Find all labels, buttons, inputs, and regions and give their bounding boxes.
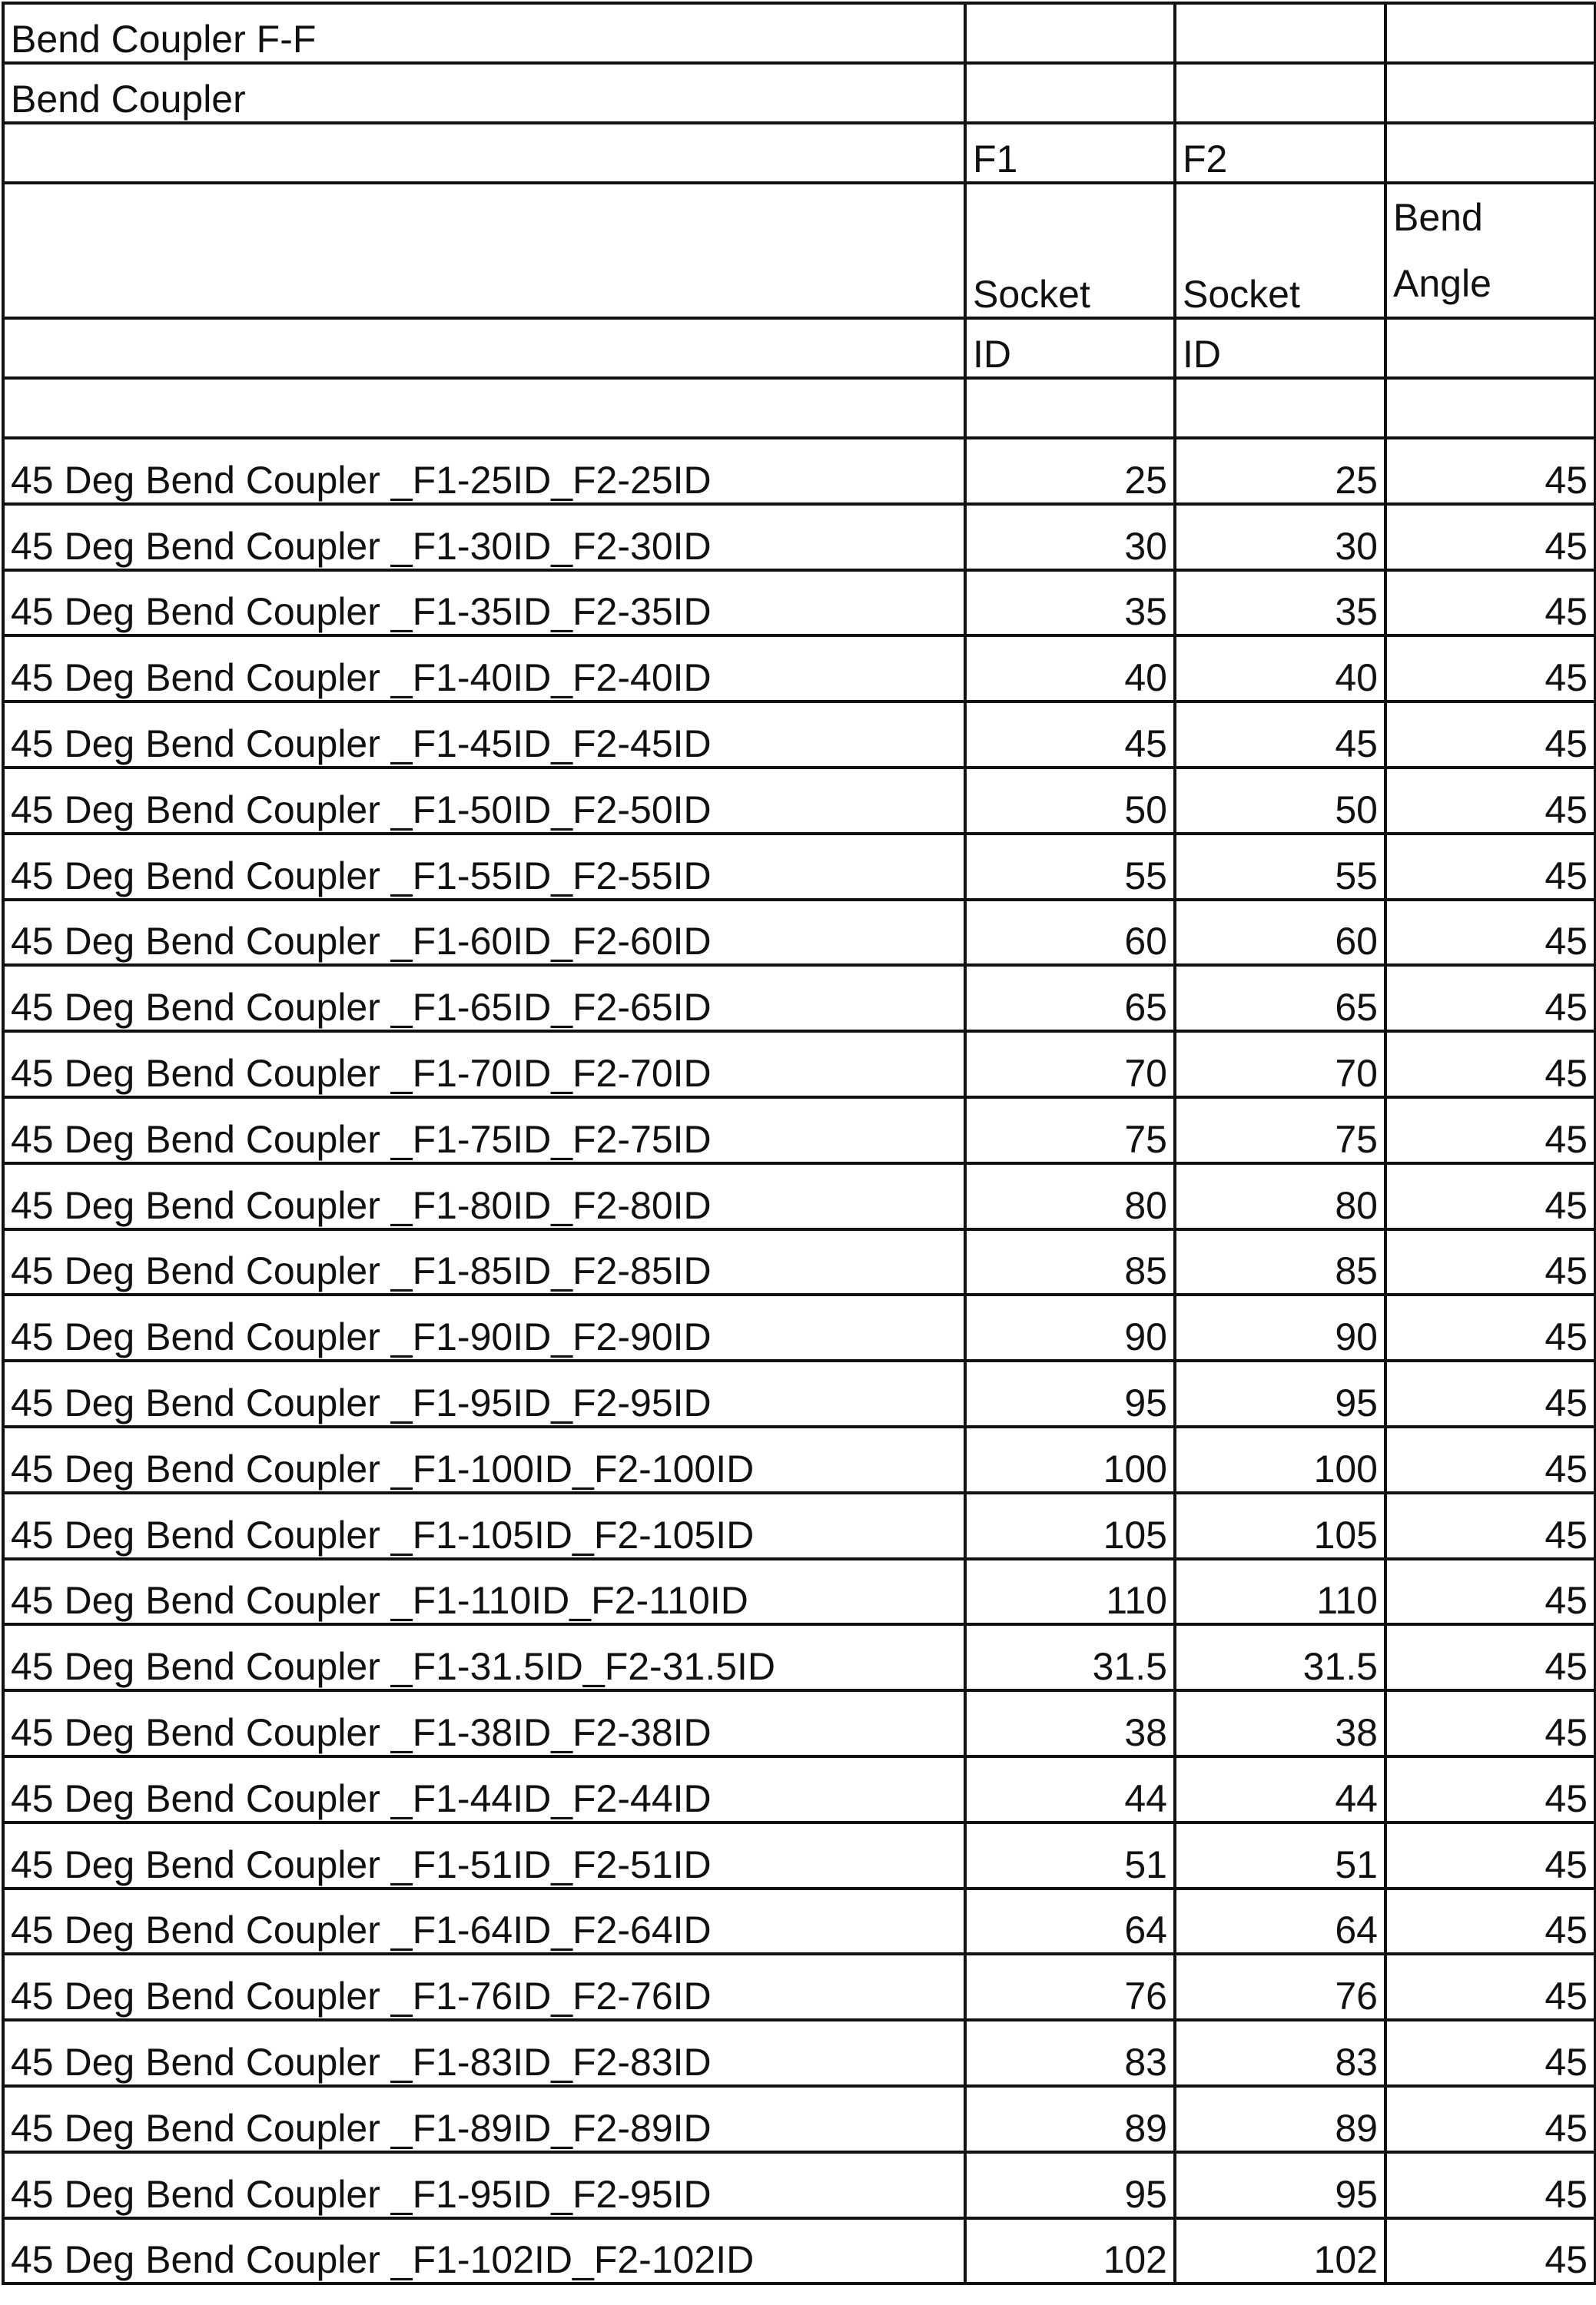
table-row <box>3 1624 1595 1690</box>
table-row <box>3 1427 1595 1493</box>
table-row <box>3 1361 1595 1427</box>
header-f2-id[interactable]: ID <box>1175 318 1385 378</box>
f2-socket-id-cell[interactable]: 70 <box>1175 1031 1385 1097</box>
f2-socket-id-cell[interactable]: 64 <box>1175 1889 1385 1955</box>
part-name-cell[interactable]: 45 Deg Bend Coupler _F1-100ID_F2-100ID <box>3 1427 965 1493</box>
part-name-cell[interactable]: 45 Deg Bend Coupler _F1-83ID_F2-83ID <box>3 2020 965 2086</box>
f1-socket-id-cell[interactable]: 110 <box>965 1559 1175 1625</box>
part-name-cell[interactable]: 45 Deg Bend Coupler _F1-89ID_F2-89ID <box>3 2086 965 2152</box>
f2-socket-id-cell[interactable]: 50 <box>1175 768 1385 834</box>
table-row <box>3 1690 1595 1756</box>
f1-socket-id-cell[interactable]: 64 <box>965 1889 1175 1955</box>
f2-socket-id-cell[interactable]: 80 <box>1175 1163 1385 1229</box>
part-name-cell[interactable]: 45 Deg Bend Coupler _F1-95ID_F2-95ID <box>3 2152 965 2218</box>
f1-socket-id-cell[interactable]: 35 <box>965 570 1175 636</box>
part-name-cell[interactable]: 45 Deg Bend Coupler _F1-110ID_F2-110ID <box>3 1559 965 1625</box>
part-name-cell[interactable]: 45 Deg Bend Coupler _F1-95ID_F2-95ID <box>3 1361 965 1427</box>
bend-angle-cell[interactable]: 45 <box>1385 1163 1595 1229</box>
bend-angle-cell[interactable]: 45 <box>1385 834 1595 900</box>
f1-socket-id-cell[interactable]: 40 <box>965 635 1175 701</box>
f2-socket-id-cell[interactable]: 110 <box>1175 1559 1385 1625</box>
bend-angle-cell[interactable]: 45 <box>1385 2086 1595 2152</box>
empty-cell[interactable] <box>3 123 965 183</box>
f1-socket-id-cell[interactable]: 45 <box>965 701 1175 768</box>
bend-angle-cell[interactable]: 45 <box>1385 1031 1595 1097</box>
bend-angle-cell[interactable]: 45 <box>1385 2020 1595 2086</box>
f1-socket-id-cell[interactable]: 50 <box>965 768 1175 834</box>
empty-cell[interactable] <box>965 3 1175 63</box>
f1-socket-id-cell[interactable]: 90 <box>965 1295 1175 1361</box>
f1-socket-id-cell[interactable]: 102 <box>965 2218 1175 2284</box>
f1-socket-id-cell[interactable]: 60 <box>965 900 1175 966</box>
bend-angle-cell[interactable]: 45 <box>1385 438 1595 504</box>
f2-socket-id-cell[interactable]: 75 <box>1175 1097 1385 1163</box>
table-row <box>3 1295 1595 1361</box>
f1-socket-id-cell[interactable]: 80 <box>965 1163 1175 1229</box>
empty-cell[interactable] <box>1385 378 1595 438</box>
bend-angle-cell[interactable]: 45 <box>1385 1361 1595 1427</box>
empty-cell[interactable] <box>1385 63 1595 123</box>
part-name-cell[interactable]: 45 Deg Bend Coupler _F1-45ID_F2-45ID <box>3 701 965 768</box>
f2-socket-id-cell[interactable]: 105 <box>1175 1493 1385 1559</box>
table-row <box>3 834 1595 900</box>
part-name-cell[interactable]: 45 Deg Bend Coupler _F1-105ID_F2-105ID <box>3 1493 965 1559</box>
part-name-cell[interactable]: 45 Deg Bend Coupler _F1-35ID_F2-35ID <box>3 570 965 636</box>
part-name-cell[interactable]: 45 Deg Bend Coupler _F1-31.5ID_F2-31.5ID <box>3 1624 965 1690</box>
f2-socket-id-cell[interactable]: 30 <box>1175 504 1385 570</box>
bend-angle-cell[interactable]: 45 <box>1385 1427 1595 1493</box>
header-row-socket <box>3 183 1595 318</box>
f1-socket-id-cell[interactable]: 44 <box>965 1756 1175 1822</box>
header-f2[interactable]: F2 <box>1175 123 1385 183</box>
bend-angle-cell[interactable]: 45 <box>1385 635 1595 701</box>
f1-socket-id-cell[interactable]: 31.5 <box>965 1624 1175 1690</box>
f2-socket-id-cell[interactable]: 35 <box>1175 570 1385 636</box>
part-name-cell[interactable]: 45 Deg Bend Coupler _F1-75ID_F2-75ID <box>3 1097 965 1163</box>
bend-angle-cell[interactable]: 45 <box>1385 965 1595 1031</box>
f1-socket-id-cell[interactable]: 105 <box>965 1493 1175 1559</box>
title-cell[interactable]: Bend Coupler F-F <box>3 3 965 63</box>
f2-socket-id-cell[interactable]: 65 <box>1175 965 1385 1031</box>
empty-cell[interactable] <box>1385 318 1595 378</box>
part-name-cell[interactable]: 45 Deg Bend Coupler _F1-38ID_F2-38ID <box>3 1690 965 1756</box>
bend-angle-cell[interactable]: 45 <box>1385 900 1595 966</box>
bend-angle-label: Bend Angle <box>1393 196 1491 305</box>
f1-socket-id-cell[interactable]: 75 <box>965 1097 1175 1163</box>
f1-socket-id-cell[interactable]: 55 <box>965 834 1175 900</box>
f1-socket-id-cell[interactable]: 89 <box>965 2086 1175 2152</box>
table-row <box>3 2218 1595 2284</box>
bend-angle-cell[interactable]: 45 <box>1385 504 1595 570</box>
table-row <box>3 570 1595 636</box>
f1-socket-id-cell[interactable]: 70 <box>965 1031 1175 1097</box>
f2-socket-id-cell[interactable]: 51 <box>1175 1822 1385 1889</box>
part-name-cell[interactable]: 45 Deg Bend Coupler _F1-30ID_F2-30ID <box>3 504 965 570</box>
f1-socket-id-cell[interactable]: 95 <box>965 2152 1175 2218</box>
bend-angle-cell[interactable]: 45 <box>1385 1690 1595 1756</box>
f2-socket-id-cell[interactable]: 55 <box>1175 834 1385 900</box>
empty-cell[interactable] <box>1385 3 1595 63</box>
empty-cell[interactable] <box>1175 3 1385 63</box>
table-row <box>3 2020 1595 2086</box>
table-row <box>3 1756 1595 1822</box>
header-row-id <box>3 318 1595 378</box>
f2-socket-id-cell[interactable]: 60 <box>1175 900 1385 966</box>
part-name-cell[interactable]: 45 Deg Bend Coupler _F1-65ID_F2-65ID <box>3 965 965 1031</box>
bend-angle-cell[interactable]: 45 <box>1385 570 1595 636</box>
table-row <box>3 900 1595 966</box>
part-name-cell[interactable]: 45 Deg Bend Coupler _F1-90ID_F2-90ID <box>3 1295 965 1361</box>
part-name-cell[interactable]: 45 Deg Bend Coupler _F1-60ID_F2-60ID <box>3 900 965 966</box>
subtitle-cell[interactable]: Bend Coupler <box>3 63 965 123</box>
f2-socket-id-cell[interactable]: 85 <box>1175 1229 1385 1295</box>
f1-socket-id-cell[interactable]: 51 <box>965 1822 1175 1889</box>
f2-socket-id-cell[interactable]: 38 <box>1175 1690 1385 1756</box>
header-f2-socket[interactable]: Socket <box>1175 183 1385 318</box>
f2-socket-id-cell[interactable]: 90 <box>1175 1295 1385 1361</box>
bend-angle-cell[interactable]: 45 <box>1385 1229 1595 1295</box>
f2-socket-id-cell[interactable]: 44 <box>1175 1756 1385 1822</box>
f1-socket-id-cell[interactable]: 83 <box>965 2020 1175 2086</box>
bend-angle-cell[interactable]: 45 <box>1385 1097 1595 1163</box>
bend-angle-cell[interactable]: 45 <box>1385 1295 1595 1361</box>
bend-angle-cell[interactable]: 45 <box>1385 1624 1595 1690</box>
table-row <box>3 2152 1595 2218</box>
table-row <box>3 2086 1595 2152</box>
empty-cell[interactable] <box>965 63 1175 123</box>
empty-cell[interactable] <box>1385 123 1595 183</box>
empty-cell[interactable] <box>3 183 965 318</box>
subtitle-row <box>3 63 1595 123</box>
part-name-cell[interactable]: 45 Deg Bend Coupler _F1-40ID_F2-40ID <box>3 635 965 701</box>
table-row <box>3 1954 1595 2020</box>
bend-angle-cell[interactable]: 45 <box>1385 768 1595 834</box>
part-name-cell[interactable]: 45 Deg Bend Coupler _F1-55ID_F2-55ID <box>3 834 965 900</box>
bend-angle-cell[interactable]: 45 <box>1385 1954 1595 2020</box>
bend-angle-cell[interactable]: 45 <box>1385 2152 1595 2218</box>
part-name-cell[interactable]: 45 Deg Bend Coupler _F1-85ID_F2-85ID <box>3 1229 965 1295</box>
bend-angle-cell[interactable]: 45 <box>1385 1889 1595 1955</box>
f2-socket-id-cell[interactable]: 89 <box>1175 2086 1385 2152</box>
bend-angle-cell[interactable]: 45 <box>1385 1493 1595 1559</box>
f2-socket-id-cell[interactable]: 95 <box>1175 2152 1385 2218</box>
f1-socket-id-cell[interactable]: 85 <box>965 1229 1175 1295</box>
f2-socket-id-cell[interactable]: 40 <box>1175 635 1385 701</box>
f2-socket-id-cell[interactable]: 45 <box>1175 701 1385 768</box>
table-row <box>3 701 1595 768</box>
bend-angle-cell[interactable]: 45 <box>1385 1559 1595 1625</box>
part-name-cell[interactable]: 45 Deg Bend Coupler _F1-25ID_F2-25ID <box>3 438 965 504</box>
header-f1-id[interactable]: ID <box>965 318 1175 378</box>
part-name-cell[interactable]: 45 Deg Bend Coupler _F1-76ID_F2-76ID <box>3 1954 965 2020</box>
table-row <box>3 965 1595 1031</box>
part-name-cell[interactable]: 45 Deg Bend Coupler _F1-70ID_F2-70ID <box>3 1031 965 1097</box>
empty-cell[interactable] <box>3 378 965 438</box>
bend-angle-cell[interactable]: 45 <box>1385 1822 1595 1889</box>
f1-socket-id-cell[interactable]: 76 <box>965 1954 1175 2020</box>
table-row <box>3 504 1595 570</box>
table-row <box>3 1559 1595 1625</box>
table-row <box>3 1229 1595 1295</box>
table-row <box>3 1097 1595 1163</box>
f2-socket-id-cell[interactable]: 100 <box>1175 1427 1385 1493</box>
f1-socket-id-cell[interactable]: 30 <box>965 504 1175 570</box>
bend-angle-cell[interactable]: 45 <box>1385 1756 1595 1822</box>
table-row <box>3 768 1595 834</box>
table-row <box>3 1493 1595 1559</box>
f2-socket-id-cell[interactable]: 31.5 <box>1175 1624 1385 1690</box>
header-f1[interactable]: F1 <box>965 123 1175 183</box>
part-name-cell[interactable]: 45 Deg Bend Coupler _F1-50ID_F2-50ID <box>3 768 965 834</box>
part-name-cell[interactable]: 45 Deg Bend Coupler _F1-51ID_F2-51ID <box>3 1822 965 1889</box>
empty-cell[interactable] <box>1175 63 1385 123</box>
f2-socket-id-cell[interactable]: 95 <box>1175 1361 1385 1427</box>
f1-socket-id-cell[interactable]: 38 <box>965 1690 1175 1756</box>
empty-cell[interactable] <box>965 378 1175 438</box>
header-bend-angle[interactable] <box>1385 183 1595 318</box>
empty-cell[interactable] <box>1175 378 1385 438</box>
f1-socket-id-cell[interactable]: 25 <box>965 438 1175 504</box>
table-row <box>3 438 1595 504</box>
bend-angle-cell[interactable]: 45 <box>1385 701 1595 768</box>
part-name-cell[interactable]: 45 Deg Bend Coupler _F1-102ID_F2-102ID <box>3 2218 965 2284</box>
title-row <box>3 3 1595 63</box>
f2-socket-id-cell[interactable]: 25 <box>1175 438 1385 504</box>
f1-socket-id-cell[interactable]: 65 <box>965 965 1175 1031</box>
table-row <box>3 1163 1595 1229</box>
blank-row <box>3 378 1595 438</box>
empty-cell[interactable] <box>3 318 965 378</box>
f2-socket-id-cell[interactable]: 102 <box>1175 2218 1385 2284</box>
header-row-f <box>3 123 1595 183</box>
header-f1-socket[interactable]: Socket <box>965 183 1175 318</box>
bend-angle-cell[interactable]: 45 <box>1385 2218 1595 2284</box>
f2-socket-id-cell[interactable]: 76 <box>1175 1954 1385 2020</box>
bend-coupler-table <box>2 2 1596 2285</box>
f1-socket-id-cell[interactable]: 95 <box>965 1361 1175 1427</box>
table-row <box>3 1031 1595 1097</box>
part-name-cell[interactable]: 45 Deg Bend Coupler _F1-64ID_F2-64ID <box>3 1889 965 1955</box>
part-name-cell[interactable]: 45 Deg Bend Coupler _F1-80ID_F2-80ID <box>3 1163 965 1229</box>
table-row <box>3 1889 1595 1955</box>
f2-socket-id-cell[interactable]: 83 <box>1175 2020 1385 2086</box>
table-row <box>3 1822 1595 1889</box>
part-name-cell[interactable]: 45 Deg Bend Coupler _F1-44ID_F2-44ID <box>3 1756 965 1822</box>
table-row <box>3 635 1595 701</box>
f1-socket-id-cell[interactable]: 100 <box>965 1427 1175 1493</box>
